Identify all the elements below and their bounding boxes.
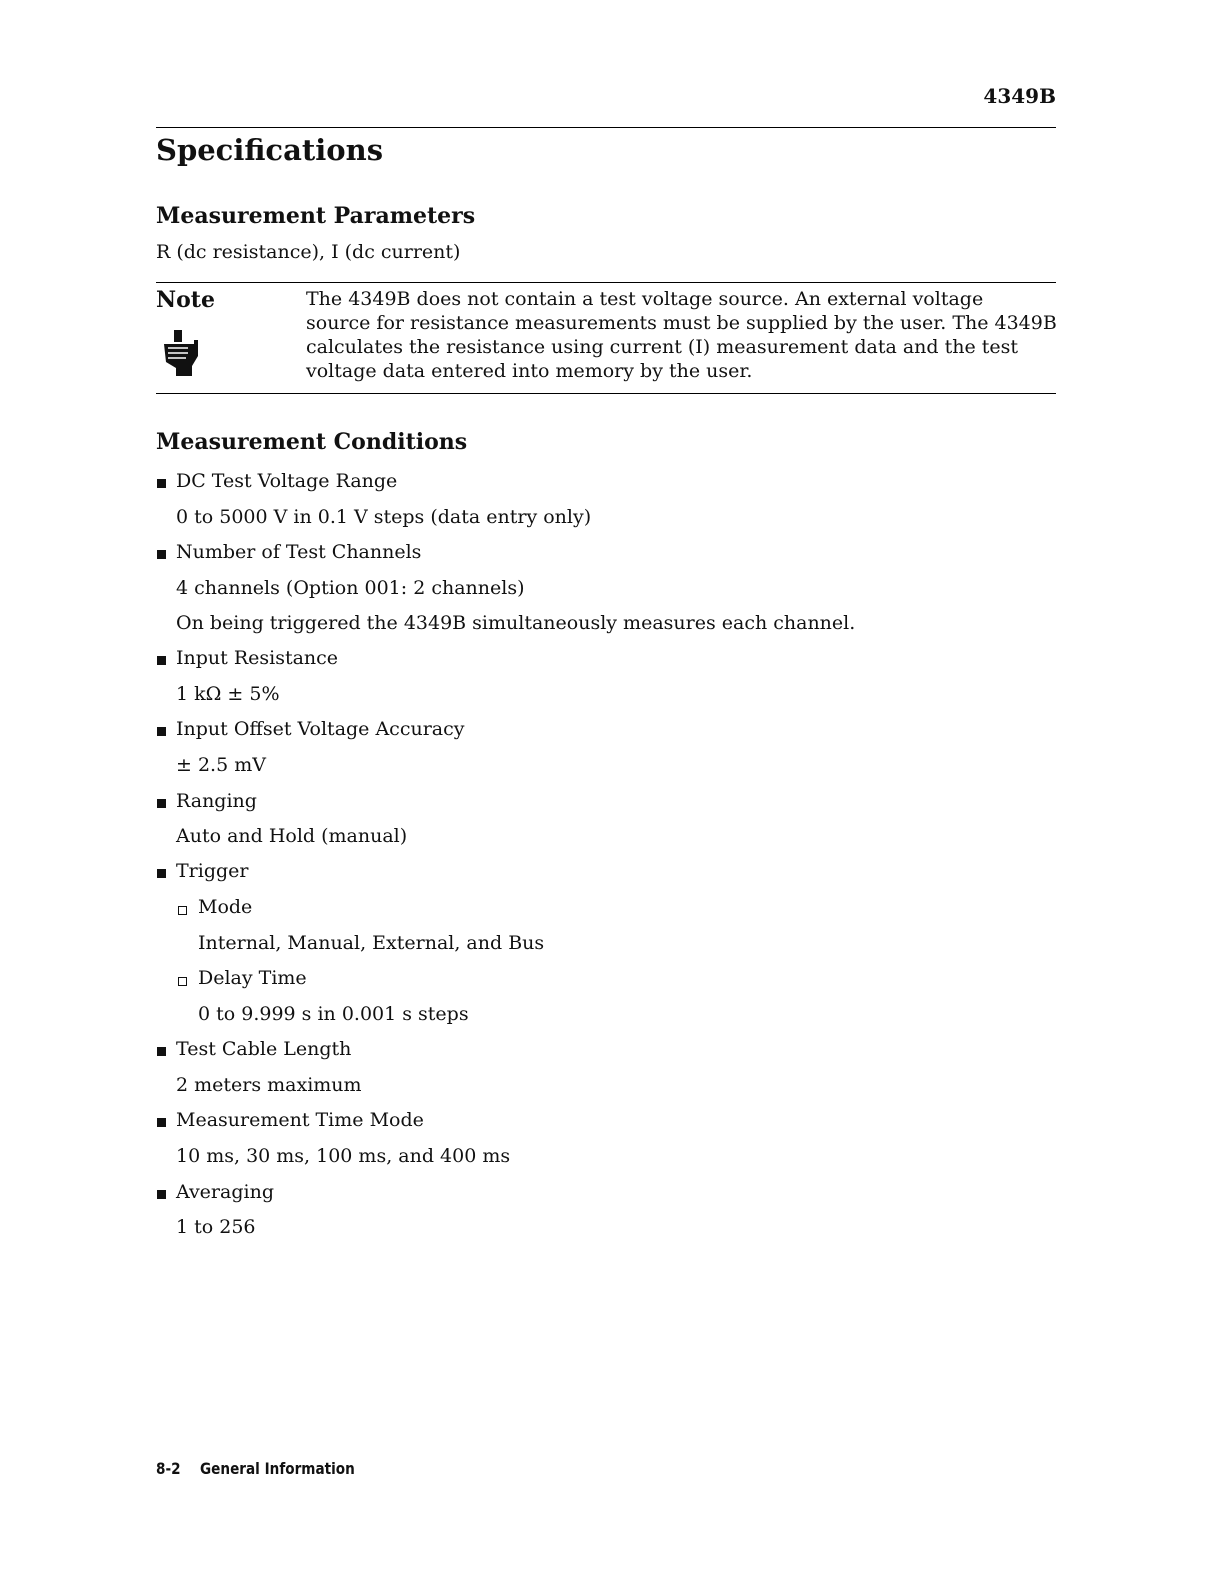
condition-value: 1 kΩ ± 5% — [176, 683, 280, 705]
bullet-icon — [157, 479, 166, 488]
note-line: calculates the resistance using current (I) measurement data and the test — [306, 336, 1019, 358]
note-bottom-rule — [156, 393, 1056, 394]
note-line: voltage data entered into memory by the user. — [306, 360, 753, 382]
bullet-icon — [157, 1190, 166, 1199]
bullet-icon — [157, 550, 166, 559]
pointing-hand-icon — [160, 326, 202, 378]
bullet-icon — [157, 1118, 166, 1127]
bullet-icon — [157, 727, 166, 736]
condition-value: 2 meters maximum — [176, 1074, 362, 1096]
condition-value: Auto and Hold (manual) — [176, 825, 408, 847]
bullet-icon — [157, 799, 166, 808]
trigger-sub-value: Internal, Manual, External, and Bus — [198, 932, 545, 954]
condition-value: 0 to 5000 V in 0.1 V steps (data entry only) — [176, 506, 592, 528]
page-title: Specifications — [156, 133, 384, 167]
title-rule — [156, 127, 1056, 128]
trigger-sub-label: Delay Time — [198, 967, 307, 989]
bullet-icon — [157, 656, 166, 665]
note-text — [306, 287, 1057, 383]
bullet-icon — [157, 869, 166, 878]
measurement-conditions-heading: Measurement Conditions — [156, 429, 468, 455]
sub-bullet-icon — [178, 906, 187, 915]
condition-value: 4 channels (Option 001: 2 channels) — [176, 577, 525, 599]
measurement-parameters-heading: Measurement Parameters — [156, 203, 476, 229]
footer-section-title: General Information — [200, 1459, 355, 1478]
condition-label: Input Offset Voltage Accuracy — [176, 718, 465, 740]
note-line: source for resistance measurements must be supplied by the user. The 4349B — [306, 312, 1057, 334]
bullet-icon — [157, 1047, 166, 1056]
note-line: The 4349B does not contain a test voltage source. An external voltage — [306, 288, 984, 310]
trigger-sub-label: Mode — [198, 896, 253, 918]
condition-label: Measurement Time Mode — [176, 1109, 424, 1131]
condition-label: Input Resistance — [176, 647, 339, 669]
model-number: 4349B — [983, 84, 1056, 108]
footer-page-number: 8-2 — [156, 1459, 181, 1478]
sub-bullet-icon — [178, 977, 187, 986]
condition-value: 1 to 256 — [176, 1216, 256, 1238]
condition-label: DC Test Voltage Range — [176, 470, 398, 492]
condition-label: Trigger — [176, 860, 249, 882]
condition-label: Averaging — [176, 1181, 274, 1203]
condition-value: ± 2.5 mV — [176, 754, 266, 776]
condition-label: Ranging — [176, 790, 257, 812]
condition-value: 10 ms, 30 ms, 100 ms, and 400 ms — [176, 1145, 511, 1167]
condition-label: Number of Test Channels — [176, 541, 422, 563]
note-top-rule — [156, 282, 1056, 283]
trigger-sub-value: 0 to 9.999 s in 0.001 s steps — [198, 1003, 469, 1025]
note-label: Note — [156, 287, 215, 313]
condition-label: Test Cable Length — [176, 1038, 352, 1060]
condition-value: On being triggered the 4349B simultaneously measures each channel. — [176, 612, 856, 634]
measurement-parameters-text: R (dc resistance), I (dc current) — [156, 241, 461, 263]
